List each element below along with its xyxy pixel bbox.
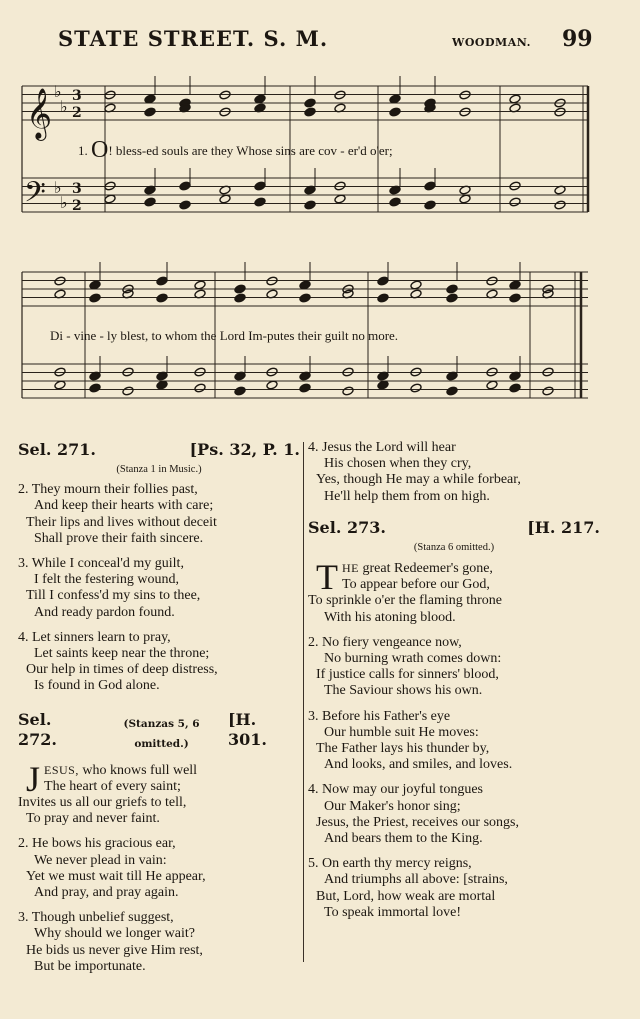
stanza bbox=[308, 635, 600, 700]
note-head bbox=[299, 293, 311, 303]
stanza bbox=[18, 630, 300, 695]
note-head bbox=[54, 276, 66, 286]
note-head bbox=[424, 200, 436, 210]
lyric-initial: O bbox=[91, 137, 109, 163]
note-head bbox=[156, 293, 168, 303]
verse-line: The Father lays his thunder by, bbox=[316, 741, 490, 757]
note-head bbox=[304, 200, 316, 210]
verse-line: 2. No fiery vengeance now, bbox=[308, 634, 462, 650]
selection-reference: [H. 301. bbox=[227, 709, 267, 749]
note-head bbox=[179, 200, 191, 210]
verse-line: And ready pardon found. bbox=[34, 604, 175, 620]
verse-line: 2. They mourn their follies past, bbox=[18, 482, 198, 498]
stanza bbox=[18, 836, 300, 901]
note-head bbox=[179, 181, 191, 191]
note-head bbox=[299, 280, 311, 290]
verse-line: 3. While I conceal'd my guilt, bbox=[18, 556, 184, 572]
stanza bbox=[308, 782, 600, 847]
note-head bbox=[122, 367, 134, 377]
note-head bbox=[342, 386, 354, 396]
flat-icon: ♭ bbox=[60, 193, 68, 212]
stanza bbox=[18, 556, 300, 621]
left-column bbox=[18, 440, 300, 984]
note-head bbox=[122, 386, 134, 396]
verse-line: great Redeemer's gone, bbox=[359, 561, 493, 577]
note-head bbox=[194, 367, 206, 377]
verse-line: who knows full well bbox=[78, 762, 198, 778]
note-head bbox=[254, 181, 266, 191]
verse-line: If justice calls for sinners' blood, bbox=[316, 667, 499, 683]
stanza-number: 1. bbox=[78, 143, 88, 158]
note-head bbox=[144, 197, 156, 207]
note-head bbox=[486, 367, 498, 377]
verse-line: 4. Now may our joyful tongues bbox=[308, 782, 483, 798]
note-head bbox=[377, 380, 389, 390]
verse-line: Invites us all our griefs to tell, bbox=[18, 795, 187, 811]
right-column bbox=[308, 440, 600, 930]
stanza-note: (Stanza 1 in Music.) bbox=[116, 464, 202, 475]
note-head bbox=[334, 181, 346, 191]
note-head bbox=[410, 367, 422, 377]
verse-line: Why should we longer wait? bbox=[34, 926, 195, 942]
verse-line: Let saints keep near the throne; bbox=[34, 646, 210, 662]
note-head bbox=[446, 293, 458, 303]
verse-line: To pray and never faint. bbox=[26, 811, 160, 827]
note-head bbox=[424, 181, 436, 191]
verse-line: Our help in times of deep distress, bbox=[26, 662, 218, 678]
note-head bbox=[54, 380, 66, 390]
note-head bbox=[334, 194, 346, 204]
verse-line: Shall prove their faith sincere. bbox=[34, 530, 204, 546]
note-head bbox=[104, 90, 116, 100]
selection-number: Sel. 271. bbox=[18, 440, 96, 459]
page-number: 99 bbox=[562, 26, 593, 52]
time-signature-top: 3 bbox=[72, 181, 82, 197]
stanza-note: (Stanza 6 omitted.) bbox=[413, 541, 495, 553]
note-head bbox=[542, 367, 554, 377]
verse-line: 2. He bows his gracious ear, bbox=[18, 836, 176, 852]
verse-line: But, Lord, how weak are mortal bbox=[316, 888, 496, 904]
verse-line: Our humble suit He moves: bbox=[324, 724, 479, 740]
hymn-tune-title: STATE STREET. S. M. bbox=[58, 26, 329, 51]
music-score bbox=[0, 70, 640, 420]
note-head bbox=[254, 94, 266, 104]
verse-line: He'll help them from on high. bbox=[324, 488, 490, 504]
note-head bbox=[266, 380, 278, 390]
selection-heading bbox=[308, 518, 600, 538]
note-head bbox=[299, 383, 311, 393]
stanza bbox=[18, 762, 300, 828]
selection-reference: [Ps. 32, P. 1. bbox=[189, 440, 300, 459]
time-signature-top: 3 bbox=[72, 88, 82, 104]
verse-line: 5. On earth thy mercy reigns, bbox=[308, 856, 472, 872]
time-signature-bottom: 2 bbox=[72, 105, 82, 121]
verse-line: Their lips and lives without deceit bbox=[26, 514, 217, 530]
verse-line: To sprinkle o'er the flaming throne bbox=[308, 593, 502, 609]
note-head bbox=[389, 94, 401, 104]
composer-name: WOODMAN. bbox=[452, 36, 531, 49]
lyric-line-1 bbox=[78, 137, 393, 164]
verse-line: And pray, and pray again. bbox=[34, 885, 179, 901]
note-head bbox=[486, 380, 498, 390]
note-head bbox=[509, 94, 521, 104]
verse-line: The Saviour shows his own. bbox=[324, 683, 483, 699]
selection-heading bbox=[18, 710, 300, 754]
note-head bbox=[509, 293, 521, 303]
note-head bbox=[234, 284, 246, 294]
note-head bbox=[54, 367, 66, 377]
treble-clef-icon: 𝄞 bbox=[26, 88, 53, 139]
note-head bbox=[89, 383, 101, 393]
verse-line: Yes, though He may a while forbear, bbox=[316, 472, 521, 488]
note-head bbox=[410, 383, 422, 393]
note-head bbox=[509, 197, 521, 207]
note-head bbox=[509, 280, 521, 290]
note-head bbox=[219, 107, 231, 117]
note-head bbox=[104, 194, 116, 204]
time-signature-bottom: 2 bbox=[72, 198, 82, 214]
stanza-note: (Stanzas 5, 6 omitted.) bbox=[123, 717, 200, 750]
verse-line: And looks, and smiles, and loves. bbox=[324, 757, 513, 773]
selection-number: Sel. 273. bbox=[308, 517, 386, 537]
note-head bbox=[194, 383, 206, 393]
stanza bbox=[308, 440, 600, 505]
verse-line: 4. Let sinners learn to pray, bbox=[18, 629, 171, 645]
flat-icon: ♭ bbox=[54, 82, 62, 101]
verse-line: 4. Jesus the Lord will hear bbox=[308, 440, 456, 455]
note-head bbox=[389, 107, 401, 117]
note-head bbox=[254, 197, 266, 207]
note-head bbox=[509, 181, 521, 191]
note-head bbox=[304, 98, 316, 108]
verse-line: His chosen when they cry, bbox=[324, 456, 472, 472]
note-head bbox=[459, 107, 471, 117]
verse-line: We never plead in vain: bbox=[34, 852, 167, 868]
note-head bbox=[554, 107, 566, 117]
note-head bbox=[144, 94, 156, 104]
flat-icon: ♭ bbox=[60, 97, 68, 116]
verse-line: But be importunate. bbox=[34, 958, 146, 974]
verse-line: 3. Though unbelief suggest, bbox=[18, 910, 174, 926]
note-head bbox=[219, 90, 231, 100]
lyric-text: ! bless-ed souls are they Whose sins are cov - er'd o'er; bbox=[108, 143, 393, 158]
verse-line: Is found in God alone. bbox=[34, 678, 160, 694]
drop-cap: J bbox=[26, 761, 41, 799]
note-head bbox=[486, 276, 498, 286]
first-word: ESUS, bbox=[44, 762, 79, 777]
note-head bbox=[156, 380, 168, 390]
note-head bbox=[446, 284, 458, 294]
drop-cap: T bbox=[316, 560, 338, 598]
note-head bbox=[234, 386, 246, 396]
stanza bbox=[308, 560, 600, 626]
selection-number: Sel. 272. bbox=[18, 709, 57, 749]
note-head bbox=[509, 383, 521, 393]
verse-line: Till I confess'd my sins to thee, bbox=[26, 588, 201, 604]
note-head bbox=[554, 200, 566, 210]
verse-line: He bids us never give Him rest, bbox=[26, 942, 203, 958]
stanza bbox=[308, 709, 600, 774]
note-head bbox=[389, 197, 401, 207]
note-head bbox=[234, 293, 246, 303]
lyric-line-2: Di - vine - ly blest, to whom the Lord Im-putes their guilt no more. bbox=[50, 328, 399, 343]
stanza bbox=[18, 482, 300, 547]
bass-clef-icon: 𝄢 bbox=[24, 176, 46, 216]
verse-line: The heart of every saint; bbox=[44, 778, 181, 794]
verse-line: To speak immortal love! bbox=[324, 904, 462, 920]
note-head bbox=[89, 280, 101, 290]
note-head bbox=[266, 367, 278, 377]
verse-line: No burning wrath comes down: bbox=[324, 651, 502, 667]
note-head bbox=[334, 90, 346, 100]
note-head bbox=[377, 276, 389, 286]
selection-heading bbox=[18, 440, 300, 460]
verse-line: Yet we must wait till He appear, bbox=[26, 868, 206, 884]
first-word: HE bbox=[342, 561, 359, 576]
note-head bbox=[144, 107, 156, 117]
note-head bbox=[194, 280, 206, 290]
note-head bbox=[304, 107, 316, 117]
note-head bbox=[542, 386, 554, 396]
note-head bbox=[410, 280, 422, 290]
selection-reference: [H. 217. bbox=[527, 517, 600, 537]
flat-icon: ♭ bbox=[54, 178, 62, 197]
note-head bbox=[446, 386, 458, 396]
verse-line: 3. Before his Father's eye bbox=[308, 708, 451, 724]
note-head bbox=[156, 276, 168, 286]
verse-line: I felt the festering wound, bbox=[34, 572, 180, 588]
verse-line: To appear before our God, bbox=[342, 577, 490, 593]
note-head bbox=[342, 367, 354, 377]
note-head bbox=[459, 194, 471, 204]
stanza bbox=[18, 910, 300, 975]
stanza bbox=[308, 856, 600, 921]
verse-line: With his atoning blood. bbox=[324, 609, 456, 625]
verse-line: And keep their hearts with care; bbox=[34, 498, 214, 514]
note-head bbox=[377, 293, 389, 303]
verse-line: And bears them to the King. bbox=[324, 831, 483, 847]
verse-line: And triumphs all above: [strains, bbox=[324, 872, 508, 888]
verse-line: Jesus, the Priest, receives our songs, bbox=[316, 814, 519, 830]
column-divider bbox=[303, 442, 304, 962]
note-head bbox=[219, 194, 231, 204]
note-head bbox=[266, 276, 278, 286]
verse-line: Our Maker's honor sing; bbox=[324, 798, 461, 814]
note-head bbox=[89, 293, 101, 303]
note-head bbox=[104, 181, 116, 191]
note-head bbox=[459, 90, 471, 100]
